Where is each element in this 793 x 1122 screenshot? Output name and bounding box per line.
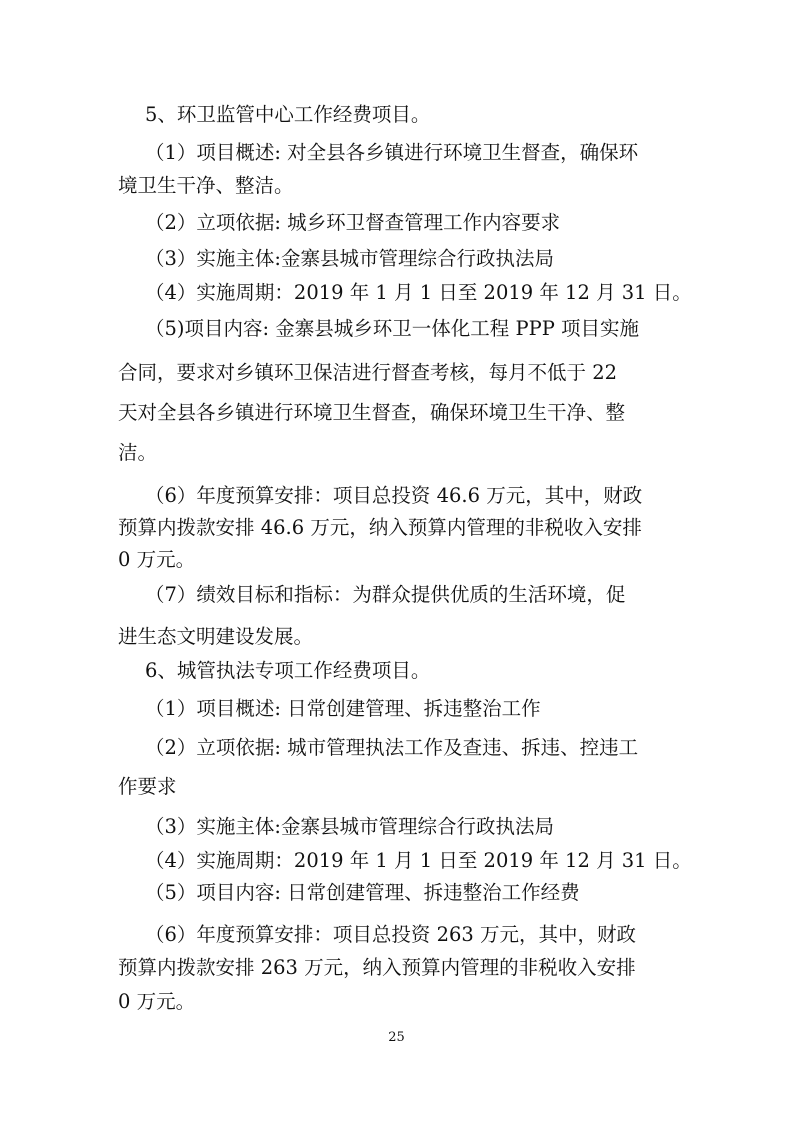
text-line: 0 万元。 (118, 990, 196, 1013)
heading-item-6: 6、城管执法专项工作经费项目。 (145, 659, 431, 682)
text-line: 洁。 (118, 441, 158, 464)
text-line: （1）项目概述: 日常创建管理、拆违整治工作 (145, 697, 541, 720)
text-line: 进生态文明建设发展。 (118, 625, 314, 648)
text-line: 合同，要求对乡镇环卫保洁进行督查考核，每月不低于 22 (118, 361, 618, 384)
text-line: （5）项目内容: 日常创建管理、拆违整治工作经费 (145, 881, 580, 904)
text-line: 0 万元。 (118, 548, 196, 571)
text-line: （4）实施周期：2019 年 1 月 1 日至 2019 年 12 月 31 日。 (145, 281, 692, 304)
text-line: （2）立项依据: 城市管理执法工作及查违、拆违、控违工 (145, 736, 639, 759)
text-line: （3）实施主体:金寨县城市管理综合行政执法局 (145, 247, 554, 270)
page-number: 25 (388, 1030, 405, 1045)
text-line: （6）年度预算安排：项目总投资 46.6 万元，其中，财政 (145, 484, 643, 507)
text-line: 境卫生干净、整洁。 (118, 174, 294, 197)
text-line: （5)项目内容: 金寨县城乡环卫一体化工程 PPP 项目实施 (145, 317, 640, 340)
text-line: （2）立项依据: 城乡环卫督查管理工作内容要求 (145, 211, 561, 234)
text-line: 预算内拨款安排 263 万元，纳入预算内管理的非税收入安排 (118, 956, 636, 979)
text-line: 作要求 (118, 775, 177, 798)
text-line: （7）绩效目标和指标：为群众提供优质的生活环境，促 (145, 583, 626, 606)
text-line: 预算内拨款安排 46.6 万元，纳入预算内管理的非税收入安排 (118, 516, 642, 539)
text-line: （3）实施主体:金寨县城市管理综合行政执法局 (145, 815, 554, 838)
text-line: 天对全县各乡镇进行环境卫生督查，确保环境卫生干净、整 (118, 401, 626, 424)
text-line: （4）实施周期：2019 年 1 月 1 日至 2019 年 12 月 31 日。 (145, 849, 692, 872)
heading-item-5: 5、环卫监管中心工作经费项目。 (145, 103, 431, 126)
text-line: （1）项目概述: 对全县各乡镇进行环境卫生督查，确保环 (145, 141, 639, 164)
text-line: （6）年度预算安排：项目总投资 263 万元，其中，财政 (145, 923, 637, 946)
